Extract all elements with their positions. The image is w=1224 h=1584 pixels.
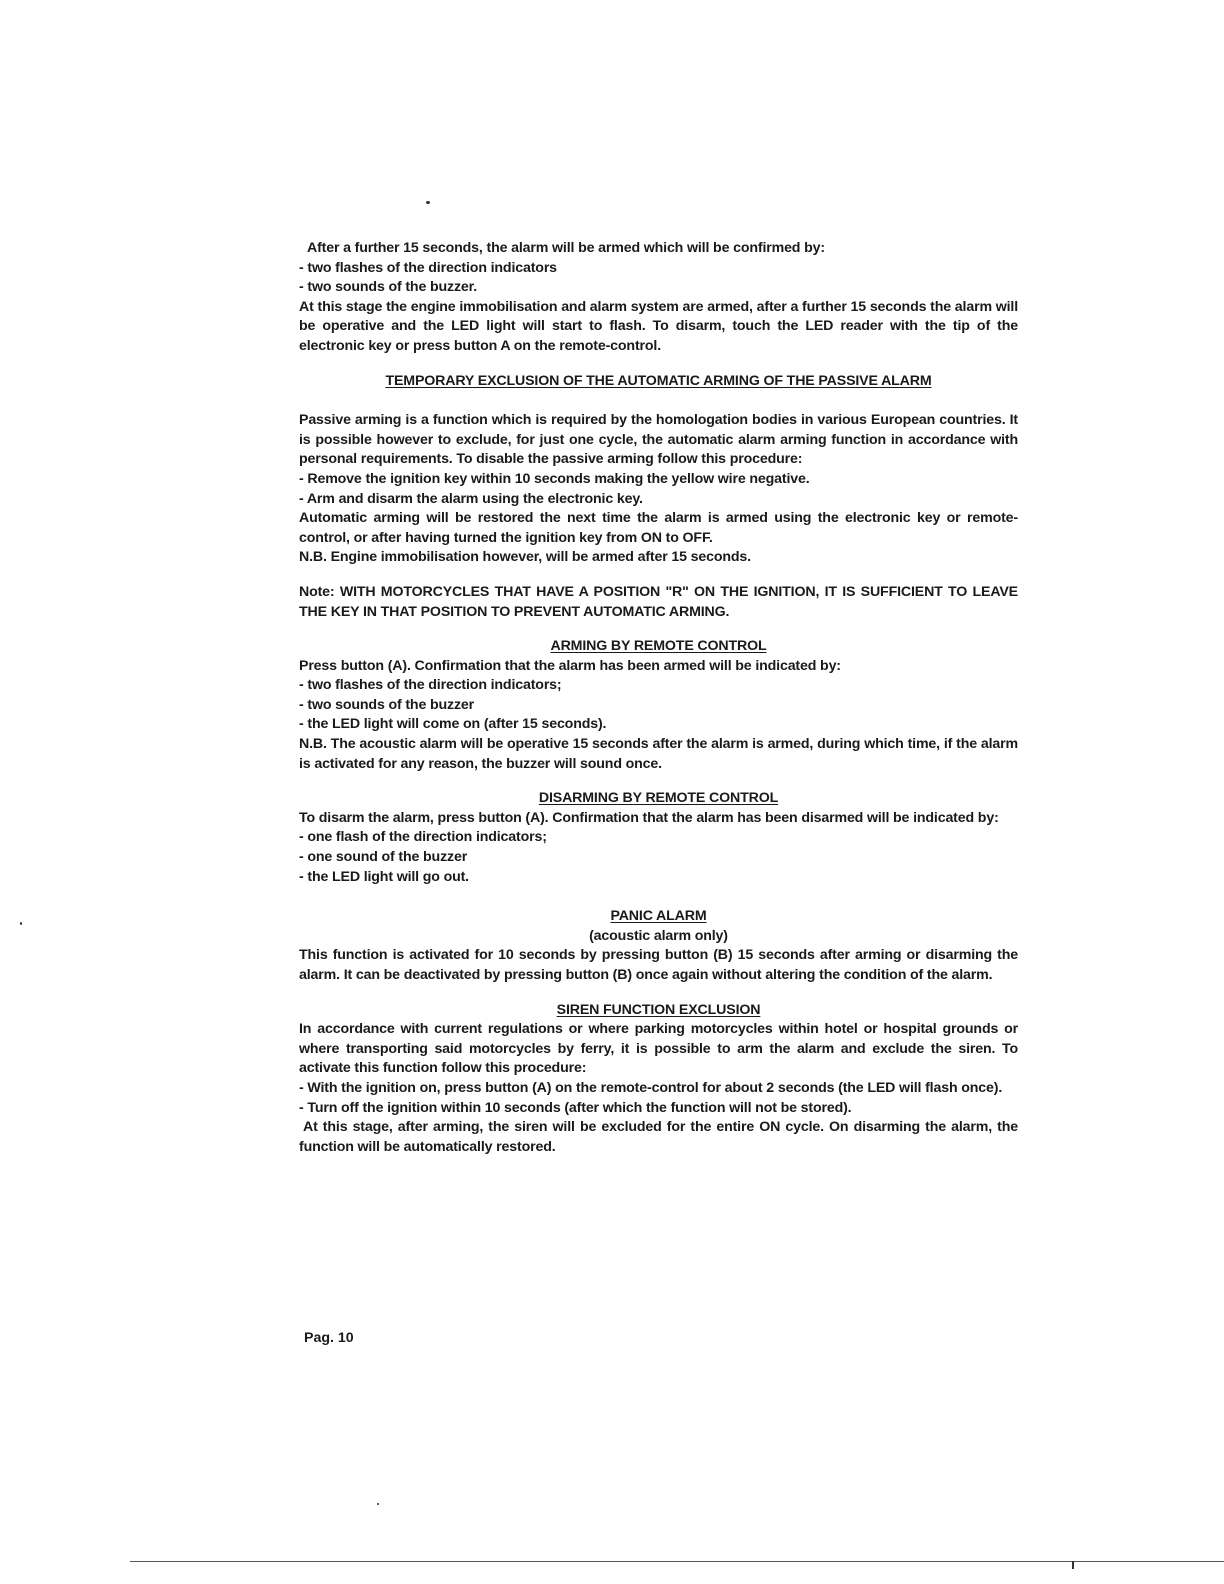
scan-speck (1072, 1561, 1074, 1569)
bottom-divider (130, 1561, 1224, 1562)
procedure-step: - With the ignition on, press button (A) on the remote-control for about 2 seconds (the LED will flash once). (299, 1079, 1003, 1096)
scan-speck (20, 922, 22, 925)
intro-bullet: - two sounds of the buzzer. (299, 279, 478, 296)
disarming-bullet: - one flash of the direction indicators; (299, 829, 547, 846)
scan-speck (426, 201, 430, 204)
arming-nb: N.B. The acoustic alarm will be operative 15 seconds after the alarm is armed, during which time, if the alarm is activated for any reason, the buzzer will sound once. (299, 736, 1018, 772)
section-heading-siren-exclusion: SIREN FUNCTION EXCLUSION (556, 1001, 761, 1018)
section-heading-disarming-remote: DISARMING BY REMOTE CONTROL (538, 790, 779, 807)
section-heading-panic-alarm: PANIC ALARM (610, 908, 707, 925)
disarming-intro: To disarm the alarm, press button (A). Confirmation that the alarm has been disarmed will be indicated by: (299, 809, 999, 826)
section-heading-arming-remote: ARMING BY REMOTE CONTROL (550, 638, 767, 655)
siren-closing-paragraph: At this stage, after arming, the siren will be excluded for the entire ON cycle. On disarming the alarm, the function will be automatically restored. (299, 1119, 1018, 1155)
nb-note: N.B. Engine immobilisation however, will be armed after 15 seconds. (299, 549, 751, 566)
document-body (299, 239, 1018, 1157)
arming-bullet: - two sounds of the buzzer (299, 696, 475, 713)
procedure-step: - Arm and disarm the alarm using the electronic key. (299, 490, 643, 507)
temporary-exclusion-paragraph: Passive arming is a function which is required by the homologation bodies in various European countries. It is possible however to exclude, for just one cycle, the automatic alarm arming function in accordance with personal requirements. To disable the passive arming follow this procedure: (299, 412, 1018, 468)
panic-alarm-subheading: (acoustic alarm only) (589, 927, 728, 944)
restore-paragraph: Automatic arming will be restored the next time the alarm is armed using the electronic key or remote-control, or after having turned the ignition key from ON to OFF. (299, 510, 1018, 546)
siren-exclusion-paragraph: In accordance with current regulations or where parking motorcycles within hotel or hospital grounds or where transporting said motorcycles by ferry, it is possible to arm the alarm and exclude the siren. To activate this function follow this procedure: (299, 1021, 1018, 1077)
arming-intro: Press button (A). Confirmation that the alarm has been armed will be indicated by: (299, 657, 841, 674)
arming-bullet: - two flashes of the direction indicators; (299, 677, 562, 694)
arming-bullet: - the LED light will come on (after 15 seconds). (299, 716, 607, 733)
motorcycle-note: Note: WITH MOTORCYCLES THAT HAVE A POSITION "R" ON THE IGNITION, IT IS SUFFICIENT TO LEAVE THE KEY IN THAT POSITION TO PREVENT AUTOMATIC ARMING. (299, 583, 1018, 620)
intro-paragraph: At this stage the engine immobilisation and alarm system are armed, after a further 15 seconds the alarm will be operative and the LED light will start to flash. To disarm, touch the LED reader with the tip of the electronic key or press button A on the remote-control. (299, 298, 1018, 354)
disarming-bullet: - one sound of the buzzer (299, 849, 468, 866)
intro-bullet: - two flashes of the direction indicators (299, 259, 557, 276)
disarming-bullet: - the LED light will go out. (299, 868, 469, 885)
panic-alarm-paragraph: This function is activated for 10 seconds by pressing button (B) 15 seconds after arming or disarming the alarm. It can be deactivated by pressing button (B) once again without altering the condition of the alarm. (299, 947, 1018, 983)
intro-line: After a further 15 seconds, the alarm will be armed which will be confirmed by: (307, 240, 825, 256)
procedure-step: - Turn off the ignition within 10 seconds (after which the function will not be stored). (299, 1099, 852, 1116)
section-heading-temporary-exclusion: TEMPORARY EXCLUSION OF THE AUTOMATIC ARMING OF THE PASSIVE ALARM (385, 372, 932, 389)
page-number: Pag. 10 (304, 1330, 354, 1346)
scan-speck (377, 1503, 379, 1505)
procedure-step: - Remove the ignition key within 10 seconds making the yellow wire negative. (299, 470, 810, 487)
